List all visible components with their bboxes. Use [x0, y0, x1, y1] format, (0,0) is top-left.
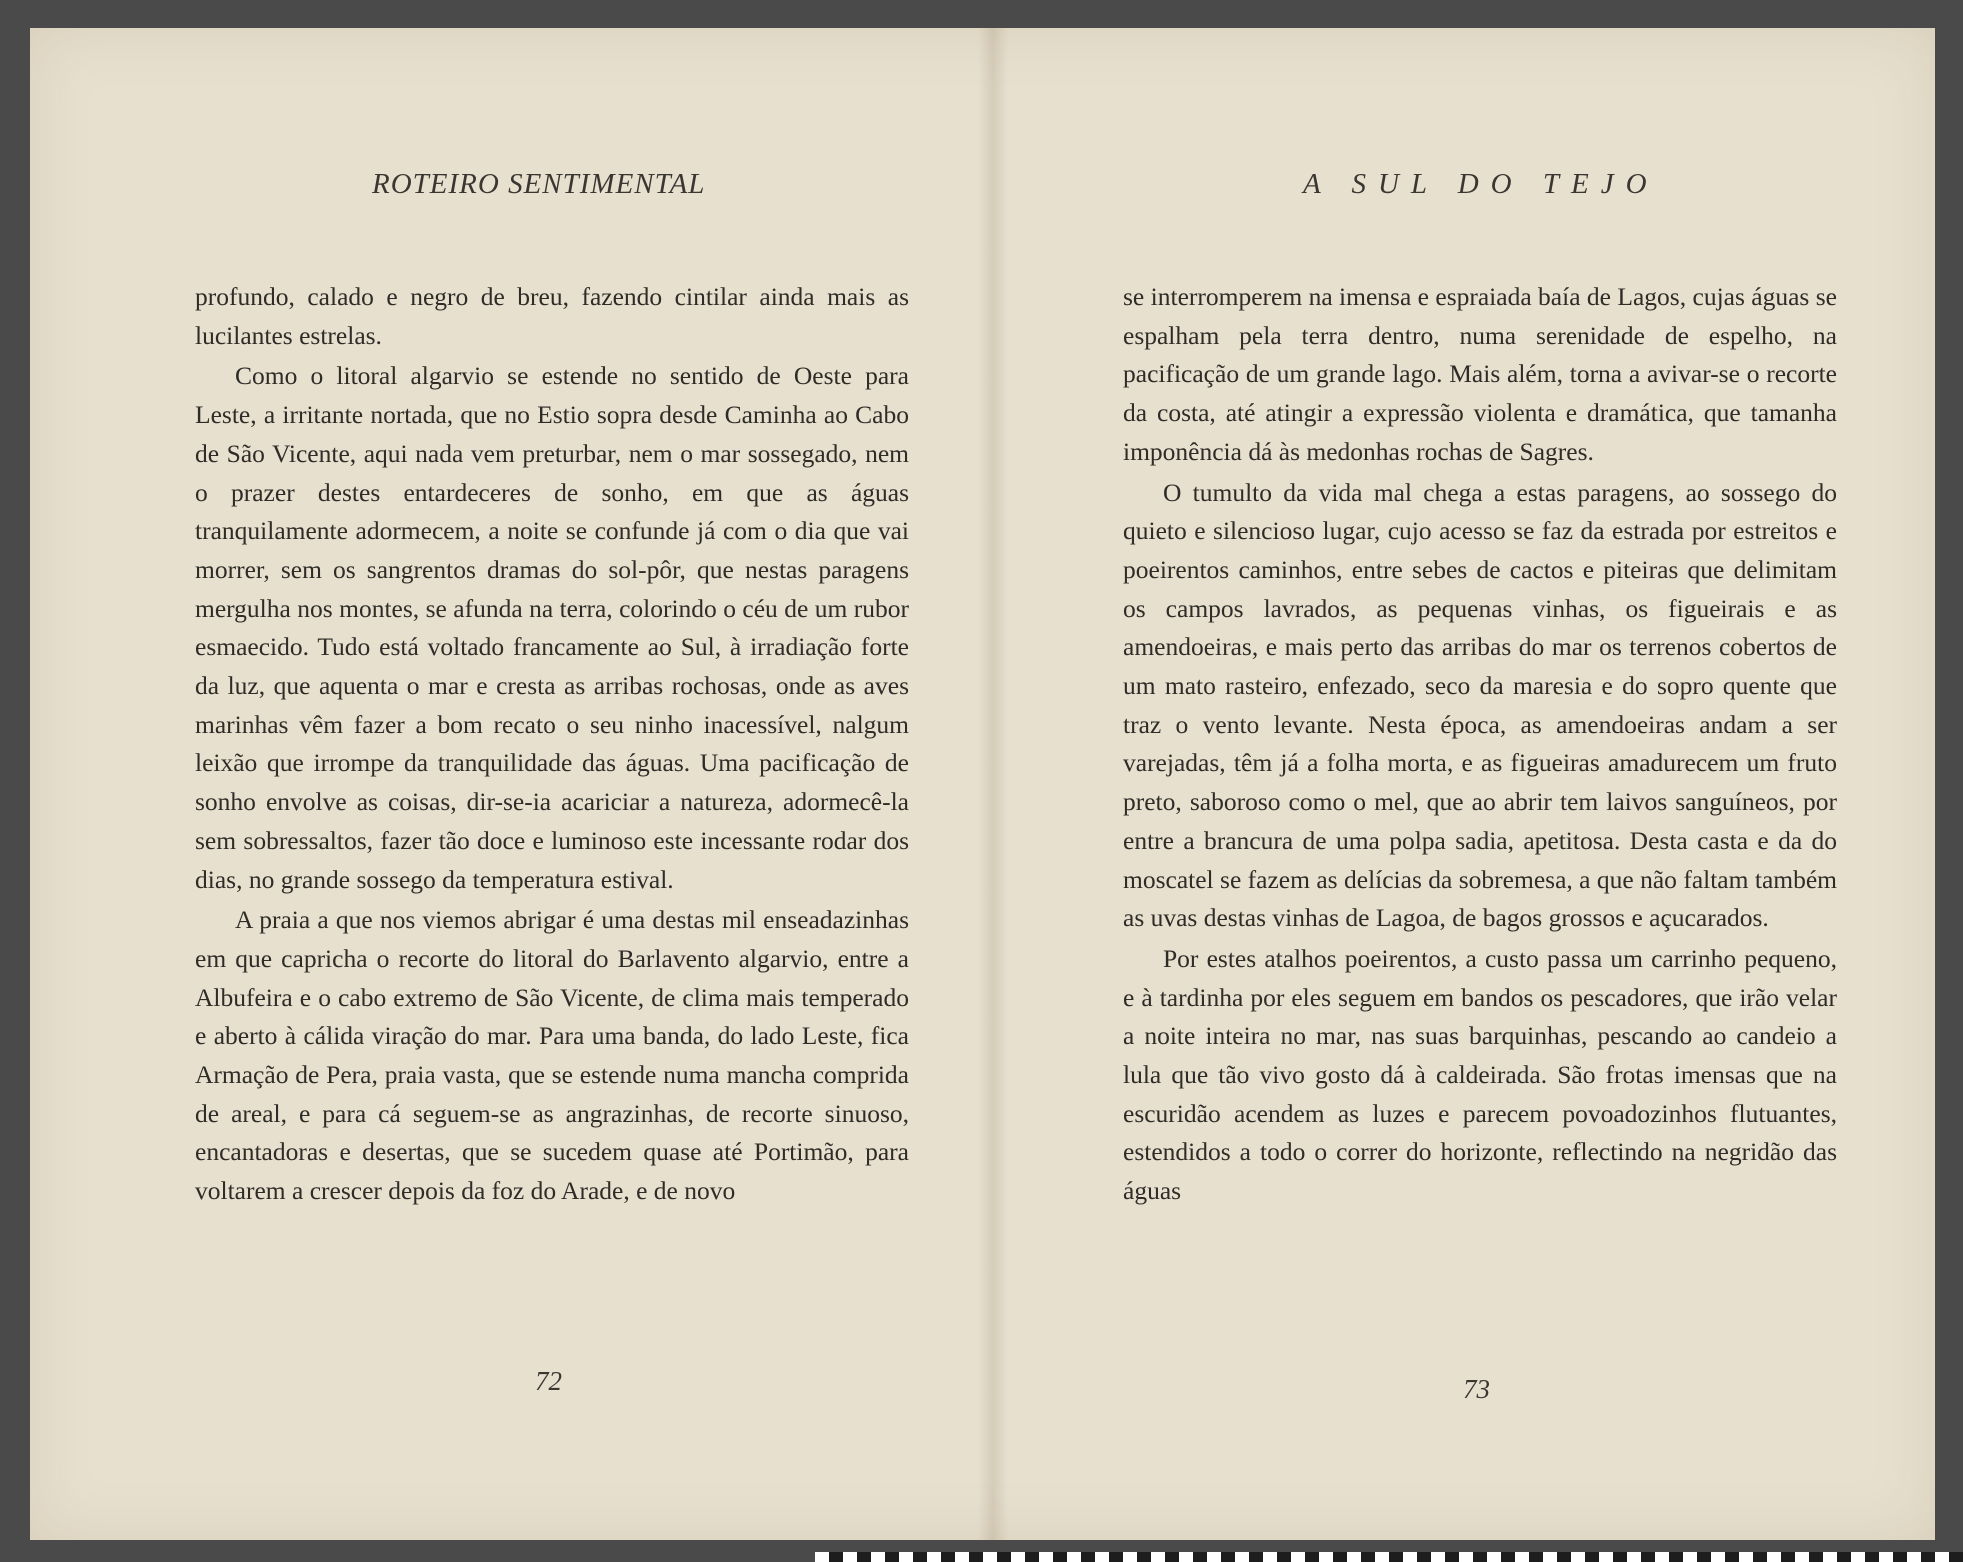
paragraph: Por estes atalhos poeirentos, a custo passa um carrinho pequeno, e à tardinha por eles seguem em bandos os pescadores, que irão velar a noite inteira no mar, nas suas barquinhas, pescando ao candeio a lula que tão vivo gosto dá à caldeirada. São frotas imensas que na escuridão acendem as luzes e parecem povoadozinhos flutuantes, estendidos a todo o correr do horizonte, reflectindo na negridão das águas	[1123, 943, 1837, 1206]
paragraph: O tumulto da vida mal chega a estas paragens, ao sossego do quieto e silencioso lugar, cujo acesso se faz da estrada por estreitos e poeirentos caminhos, entre sebes de cactos e piteiras que delimitam os campos lavrados, as pequenas vinhas, os figueirais e as amendoeiras, e mais perto das arribas do mar os terrenos cobertos de um mato rasteiro, enfezado, seco da maresia e do sopro quente que traz o vento levante. Nesta época, as amendoeiras andam a ser varejadas, têm já a folha morta, e as figueiras amadurecem um fruto preto, saboroso como o mel, que ao abrir tem laivos sanguíneos, por entre a brancura de uma polpa sadia, apetitosa. Desta casta e da do moscatel se fazem as delícias da sobremesa, a que não faltam também as uvas destas vinhas de Lagoa, de bagos grossos e açucarados.	[1123, 477, 1837, 933]
paragraph: A praia a que nos viemos abrigar é uma destas mil enseadazinhas em que capricha o recorte do litoral do Barlavento algarvio, entre a Albufeira e o cabo extremo de São Vicente, de clima mais temperado e aberto à cálida viração do mar. Para uma banda, do lado Leste, fica Armação de Pera, praia vasta, que se estende numa mancha comprida de areal, e para cá seguem-se as angrazinhas, de recorte sinuoso, encantadoras e desertas, que se sucedem quase até Portimão, para voltarem a crescer depois da foz do Arade, e de novo	[195, 905, 909, 1206]
page-number: 73	[1463, 1374, 1490, 1404]
running-head: A SUL DO TEJO	[1303, 168, 1659, 200]
body-text	[195, 278, 909, 1211]
book-spread	[30, 28, 1935, 1540]
paragraph: se interromperem na imensa e espraiada baía de Lagos, cujas águas se espalham pela terra dentro, numa serenidade de espelho, na pacificação de um grande lago. Mais além, torna a avivar-se o recorte da costa, até atingir a expressão violenta e dramática, que tamanha imponência dá às medonhas rochas de Sagres.	[1123, 282, 1837, 466]
page-number: 72	[535, 1366, 562, 1396]
scan-scale-bar	[815, 1552, 1963, 1562]
paragraph: profundo, calado e negro de breu, fazendo cintilar ainda mais as lucilantes estrelas.	[195, 282, 909, 350]
body-text	[1123, 278, 1837, 1211]
paragraph: Como o litoral algarvio se estende no sentido de Oeste para Leste, a irritante nortada, que no Estio sopra desde Caminha ao Cabo de São Vicente, aqui nada vem preturbar, nem o mar sossegado, nem o prazer destes entardeceres de sonho, em que as águas tranquilamente adormecem, a noite se confunde já com o dia que vai morrer, sem os sangrentos dramas do sol-pôr, que nestas paragens mergulha nos montes, se afunda na terra, colorindo o céu de um rubor esmaecido. Tudo está voltado francamente ao Sul, à irradiação forte da luz, que aquenta o mar e cresta as arribas rochosas, onde as aves marinhas vêm fazer a bom recato o seu ninho inacessível, nalgum leixão que irrompe da tranquilidade das águas. Uma pacificação de sonho envolve as coisas, dir-se-ia acariciar a natureza, adormecê-la sem sobressaltos, fazer tão doce e luminoso este incessante rodar dos dias, no grande sossego da temperatura estival.	[195, 361, 909, 894]
left-page	[30, 28, 993, 1540]
right-page	[993, 28, 1935, 1540]
running-head: ROTEIRO SENTIMENTAL	[372, 168, 706, 200]
